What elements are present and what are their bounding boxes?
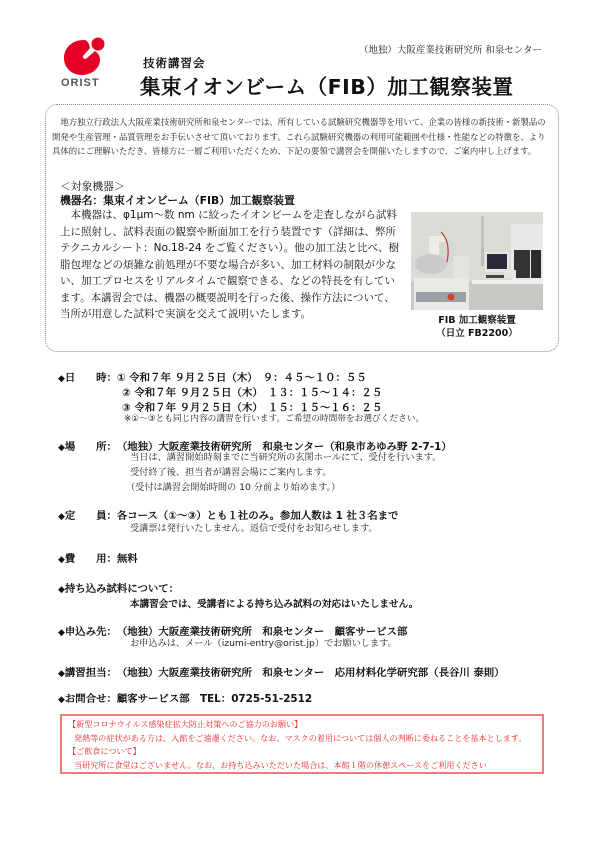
bullet-icon: ◆ bbox=[58, 585, 65, 595]
apply-label: 申込み先： bbox=[64, 626, 117, 638]
notice-text-food: 当研究所に食堂はございません。なお、お持ち込みいただいた場合は、本館１階の休憩スペースをご利用ください bbox=[74, 759, 487, 770]
series-title: 技術講習会 bbox=[143, 56, 206, 70]
covid-notice-box bbox=[60, 714, 544, 774]
session-1: ① 令和７年 ９月２５日（木） ９：４５～１０：５５ bbox=[116, 372, 367, 384]
bullet-icon: ◆ bbox=[58, 628, 65, 638]
target-heading: ＜対象機器＞ bbox=[60, 180, 125, 193]
apply-value: （地独）大阪産業技術研究所 和泉センター 顧客サービス部 bbox=[116, 626, 408, 638]
venue-note-1: 当日は、講習開始時刻までに当研究所の玄関ホールにて、受付を行います。 bbox=[130, 452, 442, 463]
bullet-icon: ◆ bbox=[58, 443, 65, 453]
bullet-icon: ◆ bbox=[58, 374, 65, 384]
capacity-row bbox=[58, 507, 398, 522]
notice-text-covid: 発熱等の症状がある方は、入館をご遠慮ください。なお、マスクの着用については個人の判断に委ねることを基本とします。 bbox=[74, 732, 527, 743]
samples-row bbox=[58, 580, 179, 595]
fib-device-image-icon bbox=[411, 212, 543, 310]
photo-caption-line1: FIB 加工観察装置 bbox=[438, 315, 516, 326]
venue-value: （地独）大阪産業技術研究所 和泉センター（和泉市あゆみ野 2-7-1） bbox=[116, 441, 452, 453]
notice-heading-food: 【ご飲食について】 bbox=[68, 746, 141, 757]
bullet-icon: ◆ bbox=[58, 669, 65, 679]
bullet-icon: ◆ bbox=[58, 695, 65, 705]
machine-description: 本機器は、φ1μm～数 nm に絞ったイオンビームを走査しながら試料上に照射し、試料表面の観察や断面加工を行う装置です（詳細は、弊所テクニカルシート：No.18-24 をご覧ください）。他の加工法と比べ、樹脂包埋などの煩雑な前処理が不要な場合が多い、加工材料の制限が少ない、加工プロセスをリアルタイムで観察できる、などの特長を有しています。本講習会では、機器の概要説明を行った後、操作方法について、当所が用意した試料で実演を交えて説明いたします。 bbox=[60, 209, 400, 320]
fee-value: 無料 bbox=[116, 553, 138, 565]
apply-note: お申込みは、メール（izumi-entry@orist.jp）でお願いします。 bbox=[130, 638, 397, 649]
notice-heading-covid: 【新型コロナウイルス感染症拡大防止対策へのご協力のお願い】 bbox=[68, 719, 303, 729]
instructor-row bbox=[58, 664, 505, 679]
datetime-row bbox=[58, 369, 367, 384]
samples-label: 持ち込み試料について： bbox=[64, 583, 180, 595]
bullet-icon: ◆ bbox=[58, 555, 65, 565]
bullet-icon: ◆ bbox=[58, 512, 65, 522]
capacity-label: 定 員： bbox=[64, 510, 117, 522]
session-2: ② 令和７年 ９月２５日（木） １３：１５～１４：２５ bbox=[122, 387, 383, 399]
page-title: 集束イオンビーム（FIB）加工観察装置 bbox=[140, 75, 514, 99]
session-3: ③ 令和７年 ９月２５日（木） １５：１５～１６：２５ bbox=[122, 402, 383, 414]
instructor-value: （地独）大阪産業技術研究所 和泉センター 応用材料化学研究部（長谷川 泰則） bbox=[116, 667, 505, 679]
machine-name: 機器名：集束イオンビーム（FIB）加工観察装置 bbox=[60, 194, 295, 207]
venue-note-2: 受付終了後、担当者が講習会場にご案内します。 bbox=[130, 467, 332, 478]
datetime-note: ※①～③とも同じ内容の講習を行います。ご希望の時間帯をお選びください。 bbox=[124, 414, 425, 424]
photo-caption bbox=[411, 314, 543, 340]
contact-label: お問合せ： bbox=[64, 693, 117, 705]
instructor-label: 講習担当： bbox=[64, 667, 117, 679]
organization-name: （地独）大阪産業技術研究所 和泉センター bbox=[358, 45, 542, 56]
fee-row bbox=[58, 550, 138, 565]
datetime-label: 日 時： bbox=[64, 372, 117, 384]
capacity-note: 受講票は発行いたしません。返信で受付をお知らせします。 bbox=[130, 523, 378, 534]
photo-caption-line2: （日立 FB2200） bbox=[436, 328, 518, 339]
contact-value: 顧客サービス部 TEL：0725-51-2512 bbox=[116, 693, 313, 705]
apply-row bbox=[58, 623, 407, 638]
fib-device-photo bbox=[411, 212, 543, 310]
capacity-value: 各コース（①～③）とも１社のみ。参加人数は 1 社３名まで bbox=[116, 510, 399, 522]
intro-text: 地方独立行政法人大阪産業技術研究所和泉センターでは、所有している試験研究機器等を用いて、企業の皆様の新技術・新製品の開発や生産管理・品質管理をお手伝いさせて頂いております。これら試験研究機器の利用可能範囲や仕様・性能などの特徴を、より具体的にご理解いただき、皆様方に一層ご利用いただくため、下記の要領で講習会を開催いたしますので、ご案内申し上げます。 bbox=[52, 117, 546, 156]
venue-label: 場 所： bbox=[64, 441, 117, 453]
contact-row bbox=[58, 690, 312, 705]
samples-value: 本講習会では、受講者による持ち込み試料の対応はいたしません。 bbox=[130, 599, 419, 610]
logo-text: ORIST bbox=[61, 77, 100, 89]
fee-label: 費 用： bbox=[64, 553, 117, 565]
venue-note-3: （受付は講習会開始時間の 10 分前より始めます。） bbox=[126, 482, 341, 493]
orist-logo-icon bbox=[60, 36, 116, 76]
